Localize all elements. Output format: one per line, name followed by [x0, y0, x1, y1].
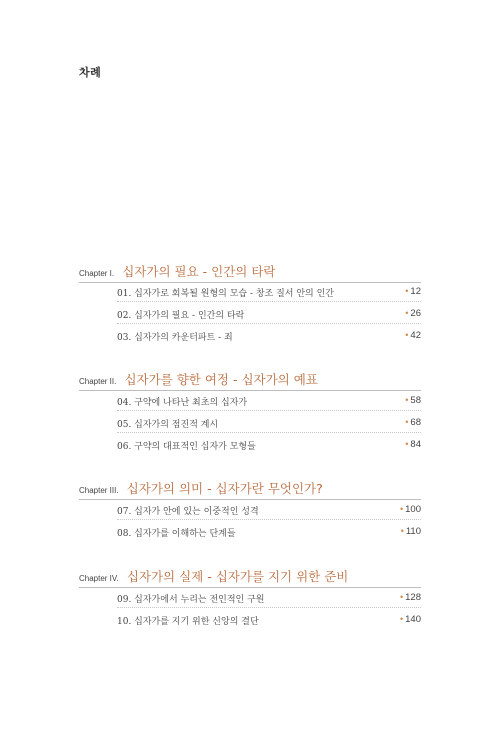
chapter-divider — [79, 390, 421, 391]
entry-page-number: • 84 — [405, 439, 421, 450]
entry-title: 06. 구약의 대표적인 십자가 모형들 — [117, 442, 256, 452]
bullet-icon: • — [405, 330, 409, 340]
page-title: 차례 — [79, 66, 102, 79]
chapter-heading — [79, 478, 323, 497]
entry-page-number: • 58 — [405, 395, 421, 406]
entry-page-number: • 128 — [399, 592, 421, 603]
entry-page-number: • 26 — [405, 308, 421, 319]
bullet-icon: • — [405, 308, 409, 318]
chapter-label: Chapter III. — [79, 486, 119, 495]
toc-entry[interactable] — [117, 328, 421, 354]
bullet-icon: • — [405, 395, 409, 405]
entry-divider — [117, 323, 421, 324]
toc-entry[interactable] — [117, 524, 421, 550]
toc-entry[interactable] — [117, 612, 421, 638]
chapter-label: Chapter II. — [79, 377, 117, 386]
chapter-label: Chapter I. — [79, 269, 115, 278]
entry-page-number: • 12 — [405, 286, 421, 297]
entry-divider — [117, 410, 421, 411]
bullet-icon: • — [399, 504, 404, 514]
chapter-divider — [79, 587, 421, 588]
entry-title: 10. 십자가를 지기 위한 신앙의 결단 — [117, 617, 259, 627]
entry-page-number: • 100 — [399, 504, 421, 515]
bullet-icon: • — [400, 526, 404, 536]
chapter-title: 십자가의 필요 - 인간의 타락 — [122, 264, 276, 279]
bullet-icon: • — [405, 439, 409, 449]
bullet-icon: • — [405, 417, 409, 427]
chapter-divider — [79, 499, 421, 500]
chapter-heading — [79, 369, 318, 388]
chapter-label: Chapter IV. — [79, 574, 119, 583]
entry-title: 04. 구약에 나타난 최초의 십자가 — [117, 398, 248, 408]
chapter-divider — [79, 282, 421, 283]
chapter-heading — [79, 566, 348, 585]
toc-entry[interactable] — [117, 437, 421, 463]
entry-title: 05. 십자가의 점진적 계시 — [117, 420, 219, 430]
entry-divider — [117, 432, 421, 433]
chapter-title: 십자가의 의미 - 십자가란 무엇인가? — [126, 481, 323, 496]
bullet-icon: • — [399, 614, 404, 624]
entry-page-number: • 68 — [405, 417, 421, 428]
bullet-icon: • — [405, 286, 409, 296]
entry-page-number: • 140 — [399, 614, 421, 625]
entry-page-number: • 110 — [400, 526, 421, 537]
entry-title: 01. 십자가로 회복될 원형의 모습 - 창조 질서 안의 인간 — [117, 289, 334, 299]
chapter-heading — [79, 261, 275, 280]
entry-title: 09. 십자가에서 누리는 전인적인 구원 — [117, 595, 265, 605]
entry-title: 03. 십자가의 카운터파트 - 죄 — [117, 333, 233, 343]
entry-divider — [117, 301, 421, 302]
entry-page-number: • 42 — [405, 330, 421, 341]
entry-divider — [117, 607, 421, 608]
chapter-title: 십자가를 향한 여정 - 십자가의 예표 — [124, 372, 318, 387]
entry-divider — [117, 519, 421, 520]
entry-title: 07. 십자가 안에 있는 이중적인 성격 — [117, 507, 259, 517]
entry-title: 08. 십자가를 이해하는 단계들 — [117, 529, 236, 539]
bullet-icon: • — [399, 592, 404, 602]
entry-title: 02. 십자가의 필요 - 인간의 타락 — [117, 311, 245, 321]
chapter-title: 십자가의 실제 - 십자가를 지기 위한 준비 — [126, 569, 349, 584]
